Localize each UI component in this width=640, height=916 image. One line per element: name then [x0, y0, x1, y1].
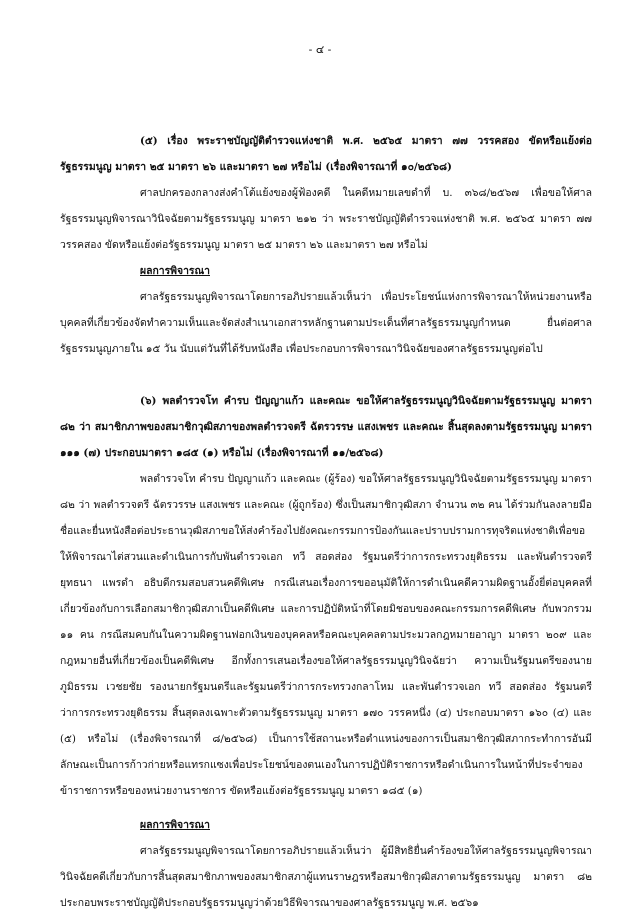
item6-body: พลตำรวจโท คำรบ ปัญญาแก้ว และคณะ (ผู้ร้อง) ขอให้ศาลรัฐธรรมนูญวินิจฉัยตามรัฐธรรมนูญ มาตรา ๘๒ ว่า พลตำรวจตรี ฉัตรวรรษ แสงเพชร และคณะ (ผู้ถูกร้อง) ซึ่งเป็นสมาชิกวุฒิสภา จำนวน ๓๒ คน ได้ร่วมกันลงลายมือชื่อและยื่นหนังสือต่อประธานวุฒิสภาขอให้ส่งคำร้องไปยังคณะกรรมการป้องกันและปราบปรามการทุจริตแห่งชาติเพื่อขอให้พิจารณาไต่สวนและดำเนินการกับพันตำรวจเอก ทวี สอดส่อง รัฐมนตรีว่าการกระทรวงยุติธรรม และพันตำรวจตรี ยุทธนา แพรดำ อธิบดีกรมสอบสวนคดีพิเศษ กรณีเสนอเรื่องการขออนุมัติให้การดำเนินคดีความผิดฐานอั้งยี่ต่อบุคคลที่เกี่ยวข้องกับการเลือกสมาชิกวุฒิสภาเป็นคดีพิเศษ และการปฏิบัติหน้าที่โดยมิชอบของคณะกรรมการคดีพิเศษ กับพวกรวม ๑๑ คน กรณีสมคบกันในความผิดฐานฟอกเงินของบุคคลหรือคณะบุคคลตามประมวลกฎหมายอาญา มาตรา ๒๐๙ และกฎหมายอื่นที่เกี่ยวข้องเป็นคดีพิเศษ อีกทั้งการเสนอเรื่องขอให้ศาลรัฐธรรมนูญวินิจฉัยว่า ความเป็นรัฐมนตรีของนายภูมิธรรม เวชยชัย รองนายกรัฐมนตรีและรัฐมนตรีว่าการกระทรวงกลาโหม และพันตำรวจเอก ทวี สอดส่อง รัฐมนตรีว่าการกระทรวงยุติธรรม สิ้นสุดลงเฉพาะตัวตามรัฐธรรมนูญ มาตรา ๑๗๐ วรรคหนึ่ง (๔) ประกอบมาตรา ๑๖๐ (๔) และ (๕) หรือไม่ (เรื่องพิจารณาที่ ๘/๒๕๖๘) เป็นการใช้สถานะหรือตำแหน่งของการเป็นสมาชิกวุฒิสภากระทำการอันมีลักษณะเป็นการก้าวก่ายหรือแทรกแซงเพื่อประโยชน์ของตนเองในการปฏิบัติราชการหรือดำเนินการในหน้าที่ประจำของข้าราชการหรือของหน่วยงานราชการ ขัดหรือแย้งต่อรัฐธรรมนูญ มาตรา ๑๘๕ (๑): [60, 473, 592, 797]
page-number: - ๔ -: [308, 43, 332, 56]
item5-heading: (๕) เรื่อง พระราชบัญญัติตำรวจแห่งชาติ พ.ศ. ๒๕๖๕ มาตรา ๗๗ วรรคสอง ขัดหรือแย้งต่อรัฐธรรมนูญ มาตรา ๒๕ มาตรา ๒๖ และมาตรา ๒๗ หรือไม่ (เรื่องพิจารณาที่ ๑๐/๒๕๖๘): [60, 135, 592, 173]
item6-result-label: ผลการพิจารณา: [140, 819, 210, 831]
item6-heading: (๖) พลตำรวจโท คำรบ ปัญญาแก้ว และคณะ ขอให้ศาลรัฐธรรมนูญวินิจฉัยตามรัฐธรรมนูญ มาตรา ๘๒ ว่า สมาชิกภาพของสมาชิกวุฒิสภาของพลตำรวจตรี ฉัตรวรรษ แสงเพชร และคณะ สิ้นสุดลงตามรัฐธรรมนูญ มาตรา ๑๑๑ (๗) ประกอบมาตรา ๑๘๕ (๑) หรือไม่ (เรื่องพิจารณาที่ ๑๑/๒๕๖๘): [60, 395, 592, 459]
item5-result-label: ผลการพิจารณา: [140, 265, 210, 277]
document-body: [60, 102, 592, 916]
item5-body: ศาลปกครองกลางส่งคำโต้แย้งของผู้ฟ้องคดี ในคดีหมายเลขดำที่ บ. ๓๖๘/๒๕๖๗ เพื่อขอให้ศาลรัฐธรรมนูญพิจารณาวินิจฉัยตามรัฐธรรมนูญ มาตรา ๒๑๒ ว่า พระราชบัญญัติตำรวจแห่งชาติ พ.ศ. ๒๕๖๕ มาตรา ๗๗ วรรคสอง ขัดหรือแย้งต่อรัฐธรรมนูญ มาตรา ๒๕ มาตรา ๒๖ และมาตรา ๒๗ หรือไม่: [60, 187, 592, 251]
item6-result-body: ศาลรัฐธรรมนูญพิจารณาโดยการอภิปรายแล้วเห็นว่า ผู้มีสิทธิยื่นคำร้องขอให้ศาลรัฐธรรมนูญพิจารณาวินิจฉัยคดีเกี่ยวกับการสิ้นสุดสมาชิกภาพของสมาชิกสภาผู้แทนราษฎรหรือสมาชิกวุฒิสภาตามรัฐธรรมนูญ มาตรา ๘๒ ประกอบพระราชบัญญัติประกอบรัฐธรรมนูญว่าด้วยวิธีพิจารณาของศาลรัฐธรรมนูญ พ.ศ. ๒๕๖๑: [60, 845, 592, 909]
item5-result-body: ศาลรัฐธรรมนูญพิจารณาโดยการอภิปรายแล้วเห็นว่า เพื่อประโยชน์แห่งการพิจารณาให้หน่วยงานหรือบุคคลที่เกี่ยวข้องจัดทำความเห็นและจัดส่งสำเนาเอกสารหลักฐานตามประเด็นที่ศาลรัฐธรรมนูญกำหนด ยื่นต่อศาลรัฐธรรมนูญภายใน ๑๕ วัน นับแต่วันที่ได้รับหนังสือ เพื่อประกอบการพิจารณาวินิจฉัยของศาลรัฐธรรมนูญต่อไป: [60, 291, 592, 355]
